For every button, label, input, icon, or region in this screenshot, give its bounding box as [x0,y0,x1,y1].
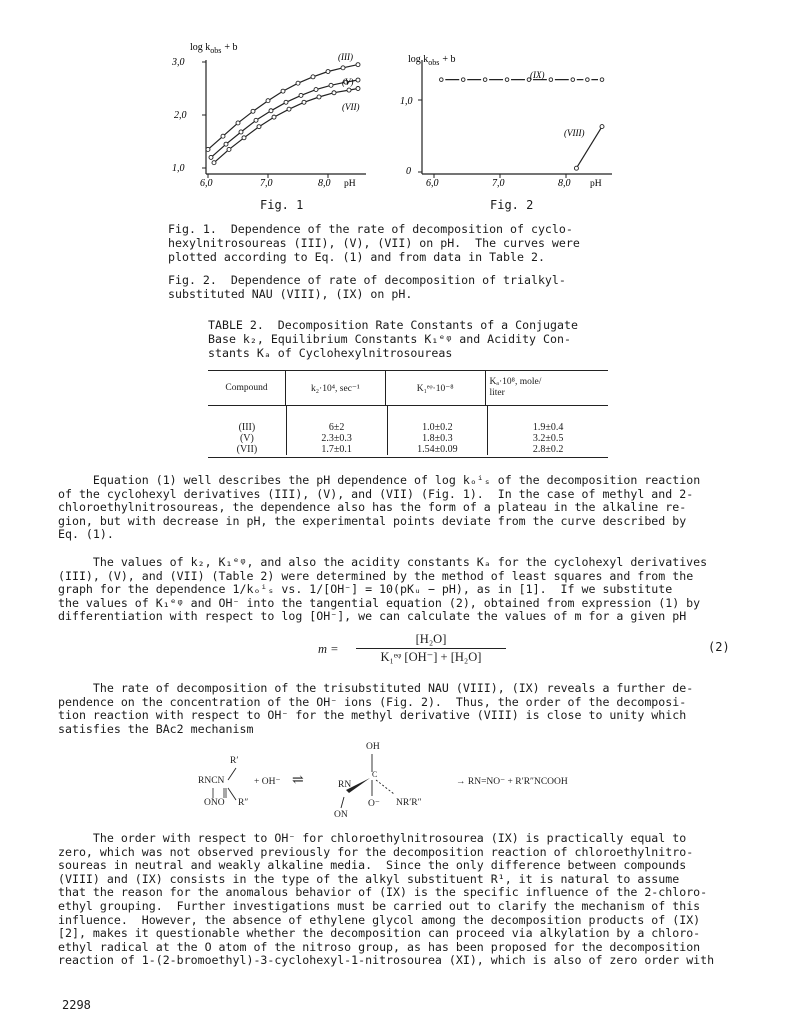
data-point [356,78,360,82]
fig2-caption: Fig. 2. Dependence of rate of decomposition of trialkyl- substituted NAU (VIII), (IX) on pH. [168,273,566,301]
figure-1-chart [168,38,378,198]
fig1-xunit: pH [344,179,356,189]
table-col-k1eq: 1.0±0.2 1.8±0.3 1.54±0.09 [387,406,488,455]
data-point [356,87,360,91]
fig2-ytick: 1,0 [400,96,413,107]
data-point [586,78,590,82]
paragraph-3: The rate of decomposition of the trisubstituted NAU (VIII), (IX) reveals a further de- pendence on the concentration of the OH⁻ ions (Fig. 2). Thus, the order of the decomposi- tion reaction with respect to OH⁻ for the methyl derivative (VIII) is close to unity which satisfies the BAc2 mechanism [58,681,694,736]
fig1-caption: Fig. 1. Dependence of the rate of decomposition of cyclo- hexylnitrosoureas (III), (V), (VII) on pH. The curves were plotted according to Eq. (1) and from data in Table 2. [168,222,580,264]
data-point [251,109,255,113]
data-point [221,134,225,138]
data-point [317,95,321,99]
data-point [212,161,216,165]
equation-lhs: m = [318,642,339,656]
data-point [236,121,240,125]
data-point [206,147,210,151]
fig1-ytick: 1,0 [172,163,185,174]
data-point [239,130,243,134]
fig2-curve-label: (VIII) [564,128,585,138]
data-point [302,100,306,104]
data-point [600,125,604,129]
data-point [227,147,231,151]
data-point [296,81,300,85]
equation-number: (2) [708,640,730,654]
data-point [257,125,261,129]
scheme-int-c: C [372,770,378,779]
data-point [505,78,509,82]
scheme-int-on: ON [334,810,348,820]
fig2-xtick: 8,0 [558,178,571,189]
data-point [483,78,487,82]
fig1-curve-label: (III) [338,52,353,62]
fig2-ylabel: $\log k_{obs} + b$ [408,54,456,67]
table-header-cell: k₂·10⁴, sec⁻¹ [285,371,385,405]
fig2-xtick: 7,0 [492,178,505,189]
fig1-ylabel: $\log k_{obs} + b$ [190,42,238,55]
fig1-ytick: 2,0 [174,110,187,121]
data-point [356,63,360,67]
data-point [311,75,315,79]
data-point [254,118,258,122]
scheme-products: → RN=NO⁻ + R′R″NCOOH [456,777,568,787]
data-point [314,88,318,92]
data-point [347,88,351,92]
scheme-reactant-bottom-right: R″ [238,798,249,808]
data-point [571,78,575,82]
table-header-cell: Kₐ·10⁸, mole/ liter [485,371,609,405]
data-point [284,100,288,104]
data-point [224,142,228,146]
scheme-reactant-bottom-left: ONO [204,798,225,808]
table-col-k2: 6±2 2.3±0.3 1.7±0.1 [286,406,387,455]
equation-fraction [356,632,506,665]
reaction-scheme [198,742,618,822]
scheme-reactant-top: R′ [230,756,239,766]
data-point [440,78,444,82]
data-point [461,78,465,82]
table-header-row [208,370,608,406]
data-point [209,155,213,159]
data-point [329,83,333,87]
fig1-xtick: 8,0 [318,178,331,189]
fig2-ytick: 0 [406,166,411,177]
equation-denominator: K₁ᵉᵠ [OH⁻] + [H₂O] [356,648,506,665]
fig1-label: Fig. 1 [260,198,304,212]
equation-2 [300,632,730,672]
data-point [574,166,578,170]
scheme-reactant-main: RNCN [198,776,225,786]
series-line [208,65,358,150]
fig1-curve-label: (VII) [342,102,360,112]
fig1-ytick: 3,0 [172,57,185,68]
table-col-ka: 1.9±0.4 3.2±0.5 2.8±0.2 [487,406,608,455]
table-header-cell: K₁ᵉᵠ·10⁻⁸ [385,371,485,405]
data-point [332,91,336,95]
table-title: TABLE 2. Decomposition Rate Constants of a Conjugate Base k₂, Equilibrium Constants K₁ᵉᵠ and Acidity Con- stants Kₐ of Cyclohexylnitrosoureas [208,318,578,360]
table-2 [208,370,608,458]
fig1-xtick: 7,0 [260,178,273,189]
scheme-int-o: O⁻ [368,799,380,809]
scheme-int-nrr: NR′R″ [396,798,422,808]
page-number: 2298 [62,998,91,1012]
data-point [549,78,553,82]
fig1-curve-label: (V) [342,77,354,87]
fig2-xtick: 6,0 [426,178,439,189]
data-point [326,70,330,74]
scheme-int-rn: RN [338,780,352,790]
paragraph-4: The order with respect to OH⁻ for chloroethylnitrosourea (IX) is practically equal to zero, which was not observed previously for the decomposition reaction of chloroethylnitro- soureas in neutral and weakly alkaline media. Since the only difference between compounds (VIII) and (IX) consists in the type of the alkyl substituent R¹, it is natural to assume that the reason for the anomalous behavior of (IX) is the specific influence of the 2-chloro- ethyl grouping. Further investigations must be carried out to clarify the mechanism of this influence. However, the absence of ethylene glycol among the decomposition products of (IX) [2], makes it questionable whether the decomposition can proceed via alkylation by a chloro- ethyl radical at the O atom of the nitroso group, as has been proposed for the decomposition reaction of 1-(2-bromoethyl)-3-cyclohexyl-1-nitrosourea (XI), which is also of zero order with [58,831,715,968]
fig2-label: Fig. 2 [490,198,534,212]
table-header-cell: Compound [225,383,268,393]
fig2-curve-label: (IX) [530,70,545,80]
fig2-xunit: pH [590,179,602,189]
data-point [299,93,303,97]
data-point [341,66,345,70]
data-point [266,99,270,103]
data-point [287,107,291,111]
paragraph-2: The values of k₂, K₁ᵉᵠ, and also the acidity constants Kₐ for the cyclohexyl derivatives (III), (V), and (VII) (Table 2) were determined by the method of least squares and from the graph for the dependence 1/kₒⁱₛ vs. 1/[OH⁻] = 10(pKᵤ − pH), as in [1]. If we substitute the values of K₁ᵉᵠ and OH⁻ into the tangential equation (2), obtained from expression (1) by differentiation with respect to log [OH⁻], we can calculate the values of m for a given pH [58,555,708,624]
data-point [242,136,246,140]
paragraph-1: Equation (1) well describes the pH dependence of log kₒⁱₛ of the decomposition reaction of the cyclohexyl derivatives (III), (V), and (VII) (Fig. 1). In the case of methyl and 2- chloroethylnitrosoureas, the dependence also has the form of a plateau in the alkaline re- gion, but with decrease in pH, the experimental points deviate from the curve described by Eq. (1). [58,473,701,542]
data-point [281,89,285,93]
scheme-arrow: ⇌ [292,773,304,788]
equation-numerator: [H₂O] [415,632,447,646]
table-body [208,406,608,458]
table-col-compound: (III) (V) (VII) [236,422,258,455]
data-point [272,115,276,119]
figure-2-chart [392,38,617,198]
scheme-plus-oh: + OH⁻ [254,777,281,787]
data-point [269,109,273,113]
scheme-int-oh: OH [366,742,380,752]
fig1-xtick: 6,0 [200,178,213,189]
data-point [600,78,604,82]
